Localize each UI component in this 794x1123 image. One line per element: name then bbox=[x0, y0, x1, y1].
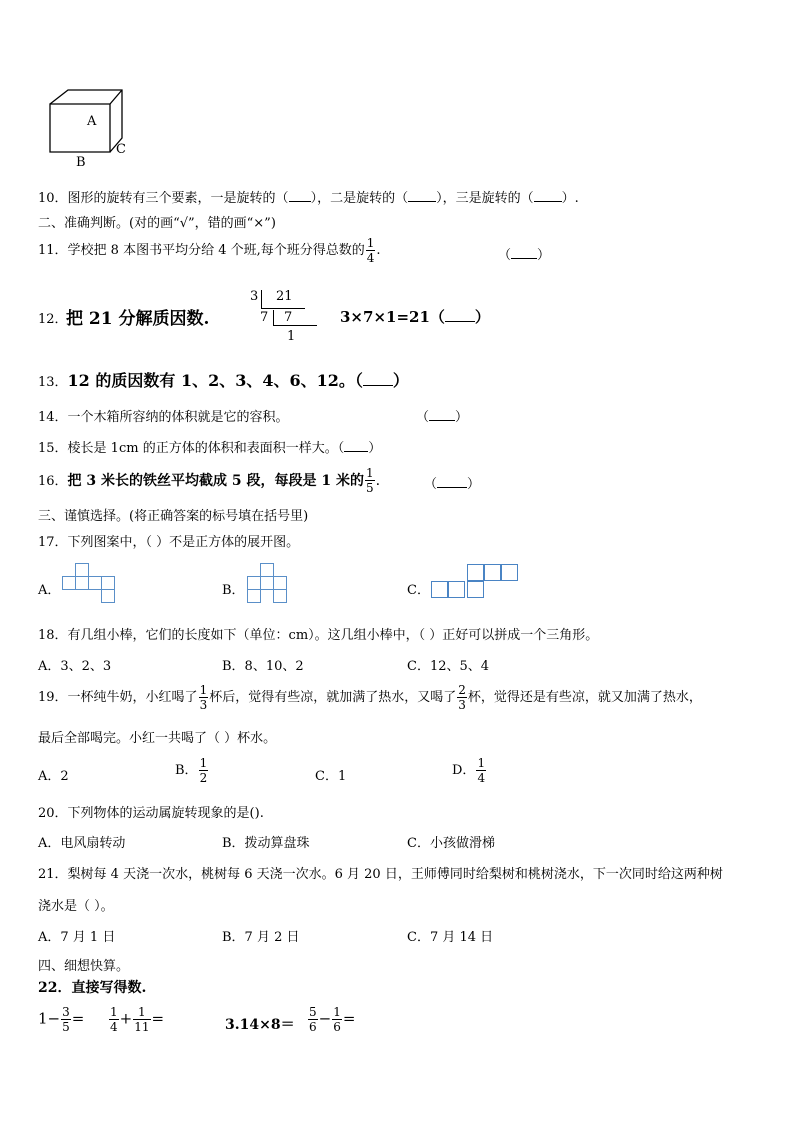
option-c[interactable]: C．1 bbox=[315, 769, 347, 784]
question-12-formula: 3×7×1=21（ ） bbox=[340, 308, 490, 326]
question-number: 19． bbox=[38, 690, 68, 705]
answer-paren[interactable]: （ ） bbox=[416, 410, 469, 425]
fraction: $\frac{1}{5}$ bbox=[366, 466, 374, 495]
option-a[interactable]: A．2 bbox=[38, 769, 69, 784]
option-b[interactable]: B．8、10、2 bbox=[222, 659, 304, 674]
question-text: 下列图案中，（ ）不是正方体的展开图。 bbox=[67, 535, 300, 550]
question-text: 杯后，觉得有些凉，就加满了热水，又喝了 bbox=[209, 690, 457, 705]
question-number: 17． bbox=[38, 535, 68, 550]
section-3-title: 三、谨慎选择。(将正确答案的标号填在括号里) bbox=[38, 509, 309, 524]
fraction: $\frac{1}{3}$ bbox=[199, 683, 208, 712]
answer-blank[interactable] bbox=[363, 385, 393, 386]
cube-label-a: A bbox=[87, 114, 97, 129]
option-b[interactable]: B．7 月 2 日 bbox=[222, 930, 300, 945]
option-c[interactable]: C．12、5、4 bbox=[407, 659, 490, 674]
fraction: $\frac{1}{4}$ bbox=[110, 1005, 118, 1034]
expression-1: 1− $\frac{3}{5}$ = bbox=[38, 1005, 85, 1034]
question-number: 16． bbox=[38, 474, 68, 489]
question-text: 棱长是 1cm 的正方体的体积和表面积一样大。（ bbox=[67, 441, 345, 456]
question-number: 14． bbox=[38, 410, 68, 425]
question-text: 梨树每 4 天浇一次水，桃树每 6 天浇一次水。6 月 20 日，王师傅同时给梨树和桃树浇水，下一次同时给这两种树 bbox=[67, 867, 723, 882]
option-c[interactable]: C．7 月 14 日 bbox=[407, 930, 494, 945]
question-number: 21． bbox=[38, 867, 68, 882]
question-15: 15．棱长是 1cm 的正方体的体积和表面积一样大。（ ） bbox=[38, 441, 382, 456]
question-text: 一杯纯牛奶，小红喝了 bbox=[67, 690, 198, 705]
option-c[interactable]: C．小孩做滑梯 bbox=[407, 836, 495, 851]
answer-paren[interactable]: （ ） bbox=[498, 248, 551, 263]
question-number: 15． bbox=[38, 441, 68, 456]
cube-label-b: B bbox=[76, 155, 86, 170]
question-22 bbox=[38, 977, 146, 997]
fraction: $\frac{5}{6}$ bbox=[309, 1005, 317, 1034]
question-text: 直接写得数. bbox=[71, 980, 147, 996]
fraction: $\frac{3}{5}$ bbox=[62, 1005, 70, 1034]
option-b[interactable]: B． bbox=[222, 583, 245, 598]
section-4-title: 四、细想快算。 bbox=[38, 959, 130, 974]
question-text: 12 的质因数有 1、2、3、4、6、12。（ bbox=[67, 371, 363, 390]
answer-blank[interactable] bbox=[445, 321, 475, 322]
fraction: $\frac{1}{2}$ bbox=[199, 756, 208, 785]
option-a[interactable]: A．3、2、3 bbox=[38, 659, 112, 674]
short-division: 3 21 7 7 1 bbox=[246, 289, 326, 345]
answer-blank[interactable] bbox=[534, 201, 562, 202]
fraction: $\frac{1}{6}$ bbox=[333, 1005, 341, 1034]
fraction: $\frac{1}{4}$ bbox=[366, 236, 375, 265]
option-b[interactable]: B． $\frac{1}{2}$ bbox=[175, 756, 208, 785]
option-d[interactable]: D． $\frac{1}{4}$ bbox=[452, 756, 486, 785]
question-10 bbox=[38, 187, 579, 206]
question-19-line-2: 最后全部喝完。小红一共喝了（ ）杯水。 bbox=[38, 731, 277, 746]
question-11: 11．学校把 8 本图书平均分给 4 个班,每个班分得总数的 $\frac{1}{4}$ . bbox=[38, 236, 381, 265]
section-2-title: 二、准确判断。(对的画“√”，错的画“×”) bbox=[38, 216, 276, 231]
question-text: 图形的旋转有三个要素，一是旋转的（ bbox=[67, 191, 289, 206]
question-14 bbox=[38, 406, 289, 425]
question-17 bbox=[38, 531, 299, 550]
question-number: 13． bbox=[38, 375, 68, 390]
question-text: 有几组小棒，它们的长度如下（单位：cm）。这几组小棒中，（ ）正好可以拼成一个三角形。 bbox=[67, 628, 599, 643]
cube-label-c: C bbox=[116, 142, 126, 157]
question-16: 16．把 3 米长的铁丝平均截成 5 段，每段是 1 米的 $\frac{1}{5}$ . bbox=[38, 466, 381, 495]
question-number: 10． bbox=[38, 191, 68, 206]
question-18 bbox=[38, 624, 598, 643]
option-a[interactable]: A．电风扇转动 bbox=[38, 836, 126, 851]
question-number: 22． bbox=[38, 980, 72, 996]
question-text: 把 3 米长的铁丝平均截成 5 段，每段是 1 米的 bbox=[67, 473, 365, 489]
answer-blank[interactable] bbox=[344, 451, 368, 452]
question-21-line-2: 浇水是（ ）。 bbox=[38, 899, 114, 914]
question-number: 20． bbox=[38, 806, 68, 821]
option-b[interactable]: B．拨动算盘珠 bbox=[222, 836, 310, 851]
question-text: 学校把 8 本图书平均分给 4 个班,每个班分得总数的 bbox=[67, 243, 365, 258]
expression-3: 3.14×8＝ bbox=[225, 1017, 295, 1033]
expression-2: $\frac{1}{4}$ + $\frac{1}{11}$ = bbox=[110, 1005, 165, 1034]
question-text: 一个木箱所容纳的体积就是它的容积。 bbox=[67, 410, 289, 425]
question-19 bbox=[38, 683, 702, 712]
question-20 bbox=[38, 802, 264, 821]
option-a[interactable]: A． bbox=[38, 583, 61, 598]
question-text: 下列物体的运动属旋转现象的是(). bbox=[67, 806, 264, 821]
fraction: $\frac{2}{3}$ bbox=[458, 683, 466, 712]
question-21 bbox=[38, 863, 723, 882]
answer-paren[interactable]: （ ） bbox=[424, 477, 481, 492]
fraction: $\frac{1}{4}$ bbox=[477, 756, 486, 785]
answer-blank[interactable] bbox=[289, 201, 311, 202]
question-number: 18． bbox=[38, 628, 68, 643]
question-number: 12． bbox=[38, 312, 68, 327]
expression-4: $\frac{5}{6}$ − $\frac{1}{6}$ = bbox=[309, 1005, 356, 1034]
question-13: 13．12 的质因数有 1、2、3、4、6、12。（ ） bbox=[38, 371, 409, 390]
question-text: 把 21 分解质因数. bbox=[66, 309, 210, 329]
question-text: ）. bbox=[561, 191, 579, 206]
option-a[interactable]: A．7 月 1 日 bbox=[38, 930, 116, 945]
option-c[interactable]: C． bbox=[407, 583, 430, 598]
question-text: ），二是旋转的（ bbox=[310, 191, 409, 206]
question-number: 11． bbox=[38, 243, 68, 258]
question-text: 杯，觉得还是有些凉，就又加满了热水， bbox=[467, 690, 702, 705]
question-text: ），三是旋转的（ bbox=[436, 191, 534, 206]
answer-blank[interactable] bbox=[408, 201, 436, 202]
fraction: $\frac{1}{11}$ bbox=[134, 1005, 150, 1034]
